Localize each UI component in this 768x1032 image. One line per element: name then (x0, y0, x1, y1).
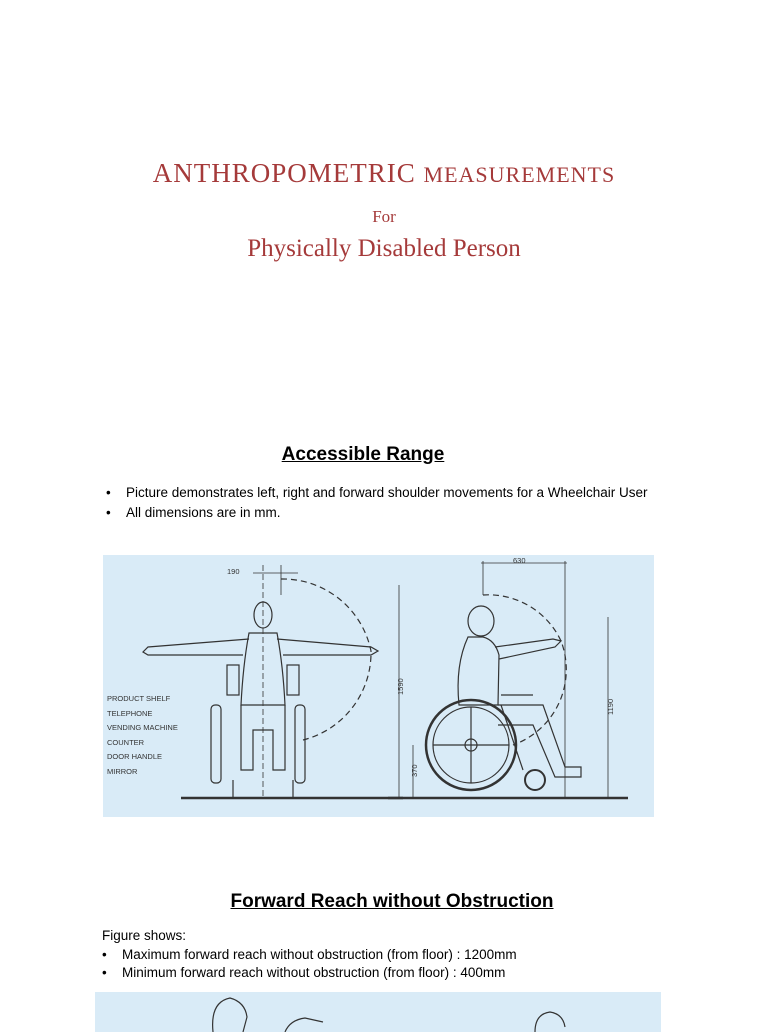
figure-label-item: DOOR HANDLE (107, 752, 163, 761)
figure-shows-label: Figure shows: (102, 928, 187, 943)
forward-reach-heading: Forward Reach without Obstruction (230, 891, 554, 912)
dim-370-label: 370 (410, 764, 419, 777)
title-for: For (372, 207, 396, 226)
accessible-range-figure (103, 555, 654, 817)
dim-1190-label: 1190 (606, 698, 615, 715)
forward-reach-bullets (98, 946, 658, 982)
forward-reach-figure (95, 992, 661, 1032)
figure-label-item: COUNTER (107, 738, 145, 747)
bullet-item: • Picture demonstrates left, right and forward shoulder movements for a Wheelchair User (102, 484, 662, 502)
figure-label-item: VENDING MACHINE (107, 723, 178, 732)
bullet-item: • Minimum forward reach without obstruction (from floor) : 400mm (98, 964, 658, 982)
dim-190-label: 190 (227, 567, 240, 576)
bullet-item: • All dimensions are in mm. (102, 504, 662, 522)
title-word-2: MEASUREMENTS (423, 162, 616, 187)
dim-1590-label: 1590 (396, 678, 405, 695)
document-title (0, 158, 768, 189)
forward-reach-diagram (95, 992, 661, 1032)
accessible-range-heading: Accessible Range (281, 444, 445, 465)
document-subtitle: Physically Disabled Person (247, 235, 521, 262)
figure-label-item: PRODUCT SHELF (107, 694, 171, 703)
figure-label-item: MIRROR (107, 767, 138, 776)
wheelchair-diagram (103, 555, 654, 817)
bullet-item: • Maximum forward reach without obstruction (from floor) : 1200mm (98, 946, 658, 964)
title-word-1: ANTHROPOMETRIC (152, 158, 416, 188)
dim-630-label: 630 (513, 556, 526, 565)
accessible-range-bullets (102, 484, 662, 524)
figure-label-item: TELEPHONE (107, 709, 153, 718)
